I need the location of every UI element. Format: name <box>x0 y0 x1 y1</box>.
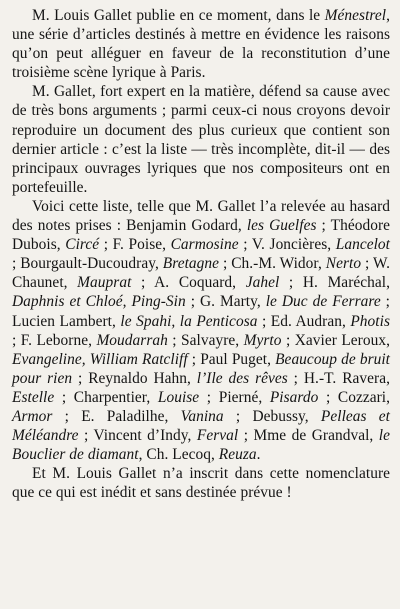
italic-title-text: Daphnis et Chloé, Ping-Sin <box>12 293 186 311</box>
italic-title-text: Jahel <box>245 274 280 292</box>
italic-title-text: Mauprat <box>77 274 132 292</box>
italic-title-text: Moudarrah <box>96 331 168 349</box>
body-text: ; Mme de Grandval, <box>238 427 379 445</box>
paragraph-argument <box>12 82 394 197</box>
italic-title-text: Nerto <box>325 255 362 273</box>
body-text: , Ch. Lecoq, <box>138 446 219 464</box>
italic-title-text: Reuza <box>218 446 257 464</box>
body-text: Voici cette liste, telle que M. Gallet l’a relevée au hasard des notes prises : Benjamin Godard, <box>12 197 394 235</box>
body-text: M. Louis Gallet publie en ce moment, dans le <box>32 7 325 24</box>
italic-title-text: Circé <box>65 236 100 254</box>
body-text: ; Salvayre, <box>167 331 244 349</box>
body-text: ; F. Poise, <box>99 236 171 254</box>
body-text: ; Reynaldo Hahn, <box>72 369 197 387</box>
italic-title-text: Myrto <box>243 331 282 349</box>
paragraph-intro <box>12 6 394 82</box>
italic-title-text: Ferval <box>196 427 239 445</box>
italic-title-text: le Bouclier de diamant <box>12 427 394 464</box>
italic-title-text: Estelle <box>12 388 55 406</box>
italic-title-text: le Duc de Ferrare <box>265 293 381 311</box>
italic-title-text: Evangeline, William Ratcliff <box>12 350 188 368</box>
body-text: ; Bourgault-Ducoudray, <box>12 236 394 273</box>
body-text: ; H. Maréchal, <box>279 274 394 292</box>
body-text: ; Cozzari, <box>318 388 394 406</box>
italic-title-text: l’Ile des rêves <box>196 369 288 387</box>
italic-title-text: Carmosine <box>170 236 239 254</box>
body-text: ; E. Paladilhe, <box>52 407 181 425</box>
body-text: ; Xavier Leroux, <box>281 331 394 349</box>
article-column <box>12 6 394 502</box>
italic-title-text: Louise <box>157 388 200 406</box>
body-text: ; Lucien Lambert, <box>12 293 394 330</box>
italic-title-text: Lancelot <box>335 236 390 254</box>
italic-title-text: Pisardo <box>269 388 319 406</box>
body-text: ; Ch.-M. Widor, <box>219 255 326 273</box>
body-text: ; Vincent d’Indy, <box>78 427 197 445</box>
body-text: Et M. Louis Gallet n’a inscrit dans cette nomenclature que ce qui est inédit et sans destinée prévue ! <box>12 465 394 502</box>
body-text: ; Charpentier, <box>54 388 158 406</box>
italic-title-text: Bretagne <box>162 255 220 273</box>
italic-title-text: Pelleas et Méléandre <box>12 407 394 445</box>
italic-title-text: Beaucoup de bruit pour rien <box>12 350 394 387</box>
body-text: ; H.-T. Ravera, <box>287 369 394 387</box>
body-text: ; Ed. Audran, <box>257 312 351 330</box>
body-text: ; Pierné, <box>199 388 270 406</box>
body-text: . <box>256 446 261 464</box>
body-text: ; Debussy, <box>223 407 321 425</box>
body-text: ; A. Coquard, <box>131 274 246 292</box>
body-text: ; G. Marty, <box>185 293 266 311</box>
body-text: ; Théodore Dubois, <box>12 217 394 254</box>
paragraph-list <box>12 197 394 464</box>
paragraph-closing <box>12 464 394 502</box>
body-text: ; V. Joncières, <box>238 236 336 254</box>
italic-title-text: les Guelfes <box>246 217 317 235</box>
italic-title-text: le Spahi, la Penticosa <box>120 312 258 330</box>
body-text: ; Paul Puget, <box>187 350 276 368</box>
italic-title-text: Armor <box>12 407 53 425</box>
italic-title-text: Ménestrel <box>324 7 387 24</box>
body-text: ; F. Leborne, <box>12 312 394 349</box>
italic-title-text: Photis <box>350 312 390 330</box>
body-text: , une série d’articles destinés à mettre en évidence les raisons qu’on peut alléguer en faveur de la reconstitution d’une troisième scène lyrique à Paris. <box>12 7 394 82</box>
body-text: M. Gallet, fort expert en la matière, défend sa cause avec de très bons arguments ; parmi ceux-ci nous croyons devoir reproduire un document des plus curieux que contient son dernier article : c’est la liste — très incomplète, dit-il — des principaux ouvrages lyriques que nos compositeurs ont en portefeuille. <box>12 83 394 196</box>
italic-title-text: Vanina <box>180 407 224 425</box>
body-text: ; W. Chaunet, <box>12 255 394 292</box>
